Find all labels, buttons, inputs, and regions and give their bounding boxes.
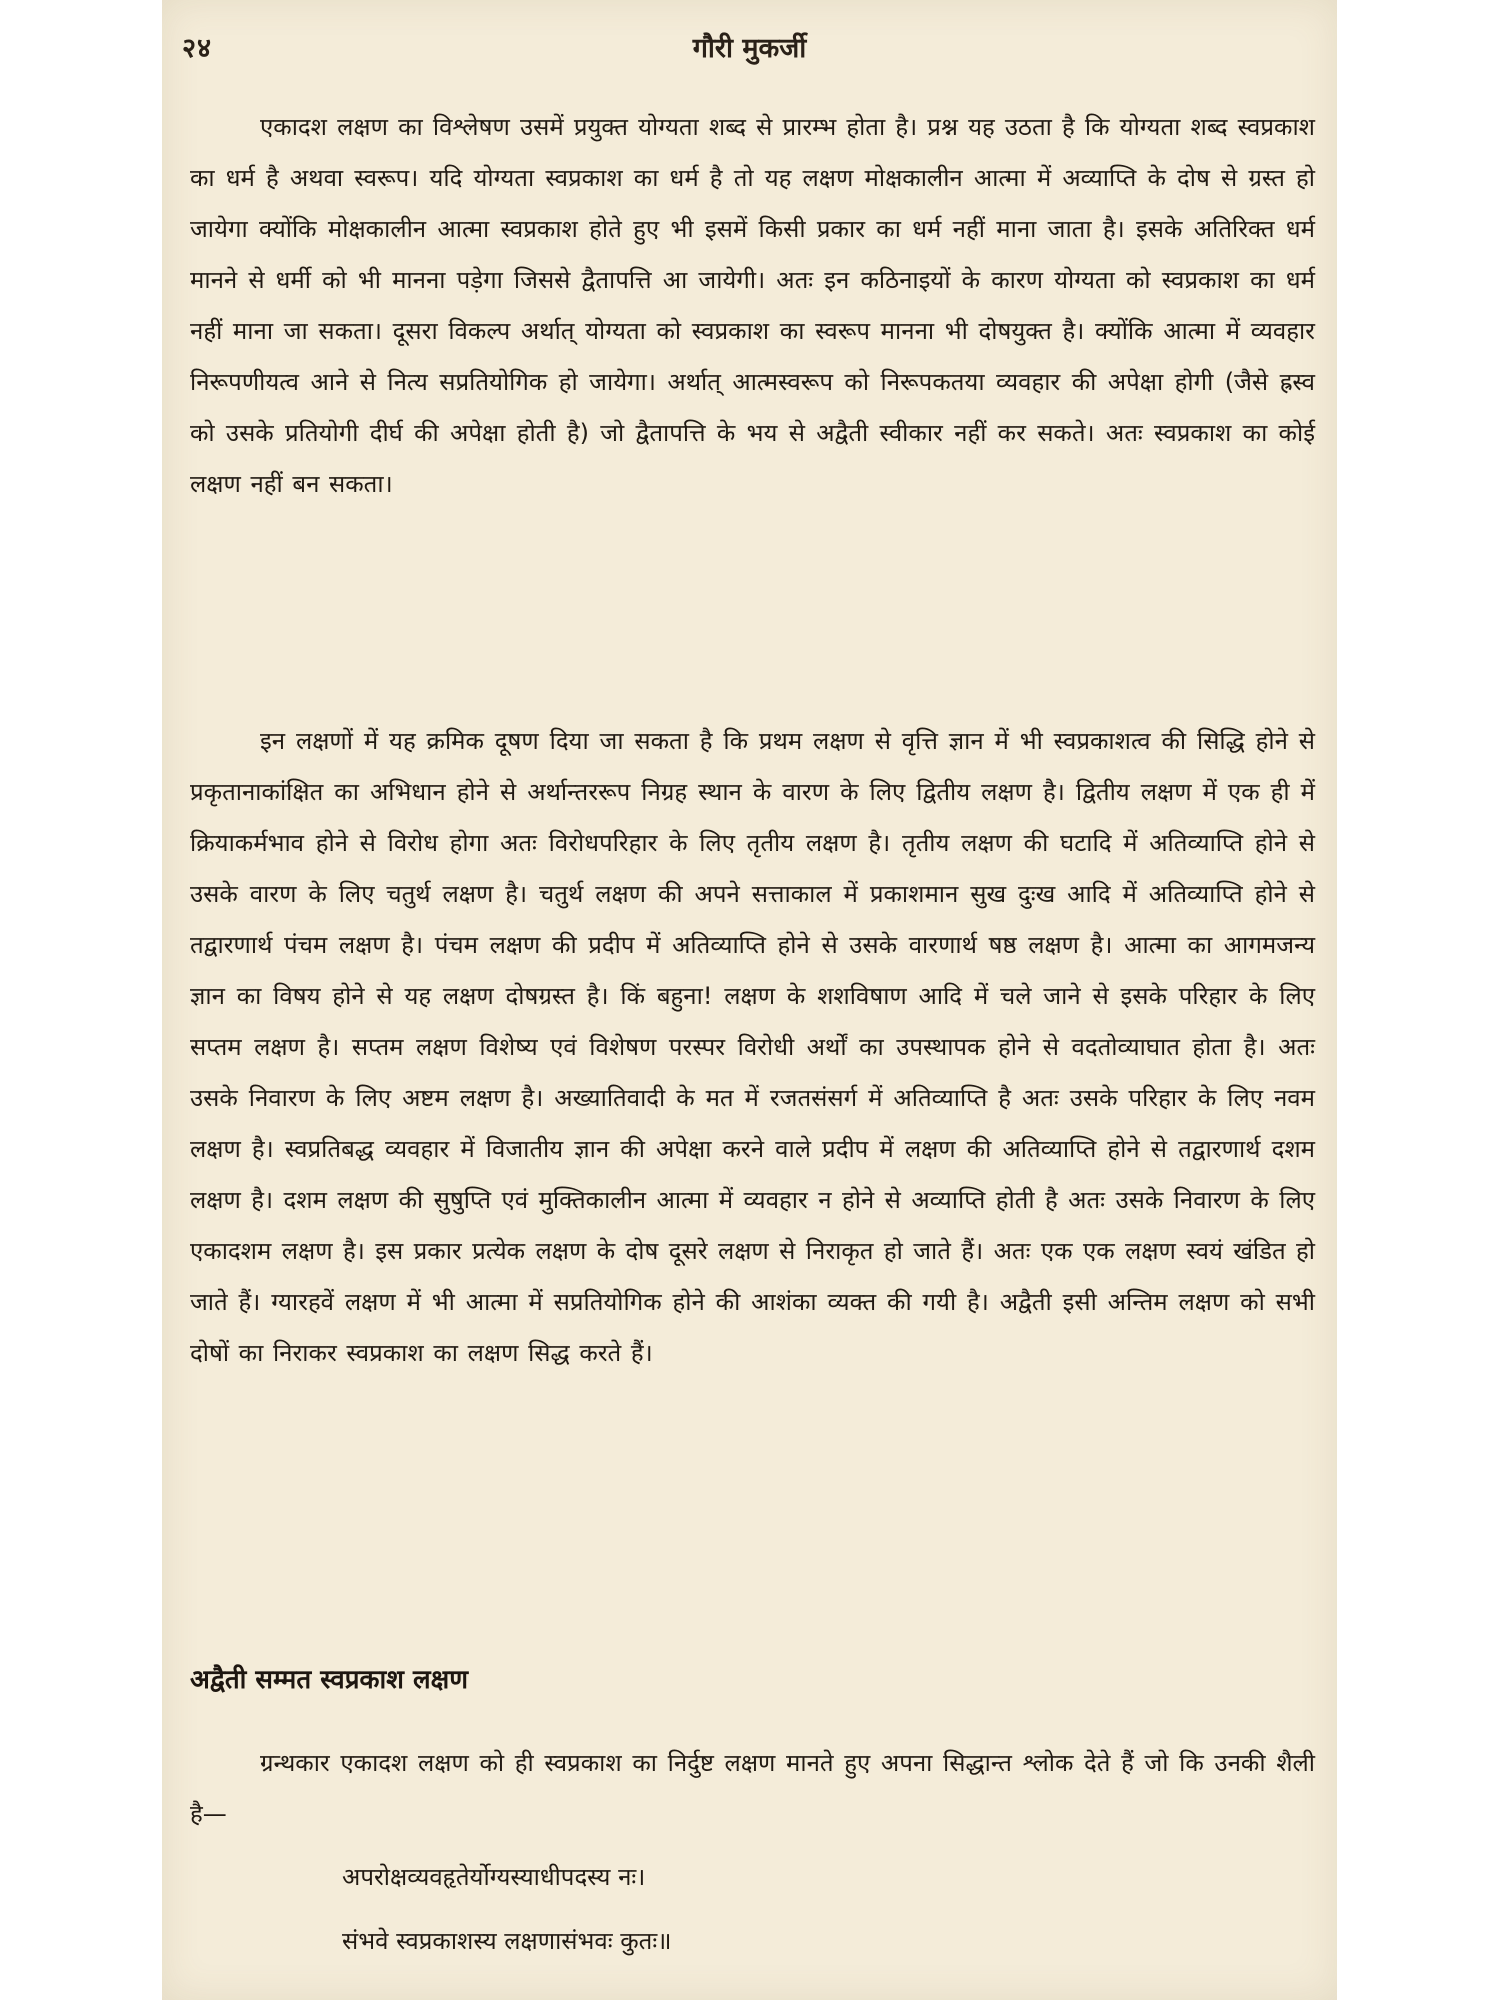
book-page xyxy=(162,0,1337,2000)
section-heading: अद्वैती सम्मत स्वप्रकाश लक्षण xyxy=(190,1665,469,1695)
paragraph-2: इन लक्षणों में यह क्रमिक दूषण दिया जा सकता है कि प्रथम लक्षण से वृत्ति ज्ञान में भी स्वप्रकाशत्व की सिद्धि होने से प्रकृतानाकांक्षित का अभिधान होने से अर्थान्तररूप निग्रह स्थान के वारण के लिए द्वितीय लक्षण है। द्वितीय लक्षण में एक ही में क्रियाकर्मभाव होने से विरोध होगा अतः विरोधपरिहार के लिए तृतीय लक्षण है। तृतीय लक्षण की घटादि में अतिव्याप्ति होने से उसके वारण के लिए चतुर्थ लक्षण है। चतुर्थ लक्षण की अपने सत्ताकाल में प्रकाशमान सुख दुःख आदि में अतिव्याप्ति होने से तद्वारणार्थ पंचम लक्षण है। पंचम लक्षण की प्रदीप में अतिव्याप्ति होने से उसके वारणार्थ षष्ठ लक्षण है। आत्मा का आगमजन्य ज्ञान का विषय होने से यह लक्षण दोषग्रस्त है। किं बहुना! लक्षण के शशविषाण आदि में चले जाने से इसके परिहार के लिए सप्तम लक्षण है। सप्तम लक्षण विशेष्य एवं विशेषण परस्पर विरोधी अर्थों का उपस्थापक होने से वदतोव्याघात होता है। अतः उसके निवारण के लिए अष्टम लक्षण है। अख्यातिवादी के मत में रजतसंसर्ग में अतिव्याप्ति है अतः उसके परिहार के लिए नवम लक्षण है। स्वप्रतिबद्ध व्यवहार में विजातीय ज्ञान की अपेक्षा करने वाले प्रदीप में लक्षण की अतिव्याप्ति होने से तद्वारणार्थ दशम लक्षण है। दशम लक्षण की सुषुप्ति एवं मुक्तिकालीन आत्मा में व्यवहार न होने से अव्याप्ति होती है अतः उसके निवारण के लिए एकादशम लक्षण है। इस प्रकार प्रत्येक लक्षण के दोष दूसरे लक्षण से निराकृत हो जाते हैं। अतः एक एक लक्षण स्वयं खंडित हो जाते हैं। ग्यारहवें लक्षण में भी आत्मा में सप्रतियोगिक होने की आशंका व्यक्त की गयी है। अद्वैती इसी अन्तिम लक्षण को सभी दोषों का निराकर स्वप्रकाश का लक्षण सिद्ध करते हैं। xyxy=(190,727,1315,1367)
page-header xyxy=(182,22,1317,72)
paragraph-1: एकादश लक्षण का विश्लेषण उसमें प्रयुक्त योग्यता शब्द से प्रारम्भ होता है। प्रश्न यह उठता है कि योग्यता शब्द स्वप्रकाश का धर्म है अथवा स्वरूप। यदि योग्यता स्वप्रकाश का धर्म है तो यह लक्षण मोक्षकालीन आत्मा में अव्याप्ति के दोष से ग्रस्त हो जायेगा क्योंकि मोक्षकालीन आत्मा स्वप्रकाश होते हुए भी इसमें किसी प्रकार का धर्म नहीं माना जाता है। इसके अतिरिक्त धर्म मानने से धर्मी को भी मानना पड़ेगा जिससे द्वैतापत्ति आ जायेगी। अतः इन कठिनाइयों के कारण योग्यता को स्वप्रकाश का धर्म नहीं माना जा सकता। दूसरा विकल्प अर्थात् योग्यता को स्वप्रकाश का स्वरूप मानना भी दोषयुक्त है। क्योंकि आत्मा में व्यवहार निरूपणीयत्व आने से नित्य सप्रतियोगिक हो जायेगा। अर्थात् आत्मस्वरूप को निरूपकतया व्यवहार की अपेक्षा होगी (जैसे ह्रस्व को उसके प्रतियोगी दीर्घ की अपेक्षा होती है) जो द्वैतापत्ति के भय से अद्वैती स्वीकार नहीं कर सकते। अतः स्वप्रकाश का कोई लक्षण नहीं बन सकता। xyxy=(190,113,1315,498)
paragraph-3: ग्रन्थकार एकादश लक्षण को ही स्वप्रकाश का निर्दुष्ट लक्षण मानते हुए अपना सिद्धान्त श्लोक देते हैं जो कि उनकी शैली है— xyxy=(190,1749,1315,1828)
running-title: गौरी मुकर्जी xyxy=(692,33,807,64)
verse-line-2: संभवे स्वप्रकाशस्य लक्षणासंभवः कुतः॥ xyxy=(342,1927,672,1955)
page-number: २४ xyxy=(182,33,213,64)
verse-line-1: अपरोक्षव्यवहृतेर्योग्यस्याधीपदस्य नः। xyxy=(342,1863,646,1891)
